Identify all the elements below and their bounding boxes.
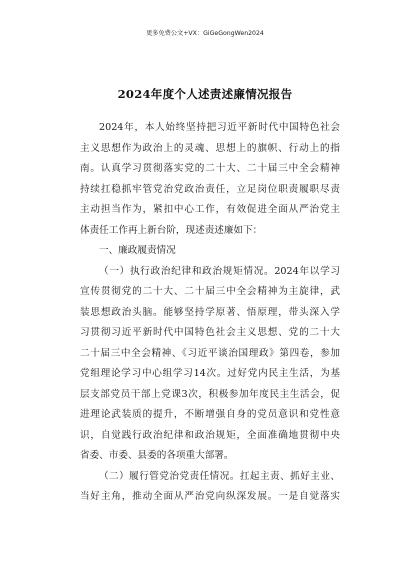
body-line: 体责任工作再上新台阶，现述责述廉如下： xyxy=(80,224,263,236)
body-line: 主动担当作为，紧扣中心工作，有效促进全面从严治党主 xyxy=(80,204,340,215)
body-line: 层支部党员干部上党课3次，积极参加年度民主生活会，促 xyxy=(80,388,340,400)
body-line: 宣传贯彻党的二十大、二十届三中全会精神为主旋律，武 xyxy=(80,286,340,297)
body-line: 主义思想作为政治上的灵魂、思想上的旗帜、行动上的指 xyxy=(80,142,340,154)
body-line: 省委、市委、县委的各项重大部署。 xyxy=(80,450,234,461)
body-line: 识，自觉践行政治纪律和政治规矩，全面准确地贯彻中央 xyxy=(80,429,340,441)
body-line: 进理论武装质的提升，不断增强自身的党员意识和党性意 xyxy=(80,409,340,420)
document-body xyxy=(80,118,340,508)
body-line: 当好主角，推动全面从严治党向纵深发展。一是自觉落实 xyxy=(80,491,340,502)
body-line: （二）履行管党治党责任情况。扛起主责、抓好主业、 xyxy=(99,470,340,482)
body-line: 党组理论学习中心组学习14次。过好党内民主生活，为基 xyxy=(80,368,340,379)
body-line: 持续扛稳抓牢管党治党政治责任，立足岗位职责履职尽责 xyxy=(80,183,340,195)
body-line: 装思想政治头脑。能够坚持学原著、悟原理，带头深入学 xyxy=(80,306,340,318)
body-line: （一）执行政治纪律和政治规矩情况。2024年以学习 xyxy=(99,265,340,277)
body-line: 2024年，本人始终坚持把习近平新时代中国特色社会 xyxy=(99,122,340,133)
section-heading: 一、廉政履责情况 xyxy=(99,245,176,256)
header-note: 更多免费公文+VX：GiGeGongWen2024 xyxy=(146,30,264,37)
body-line: 习贯彻习近平新时代中国特色社会主义思想、党的二十大 xyxy=(80,327,340,338)
body-line: 二十届三中全会精神、《习近平谈治国理政》第四卷，参加 xyxy=(80,347,340,359)
body-line: 南。认真学习贯彻落实党的二十大、二十届三中全会精神 xyxy=(80,163,340,174)
document-title: 2024年度个人述责述廉情况报告 xyxy=(117,87,293,101)
